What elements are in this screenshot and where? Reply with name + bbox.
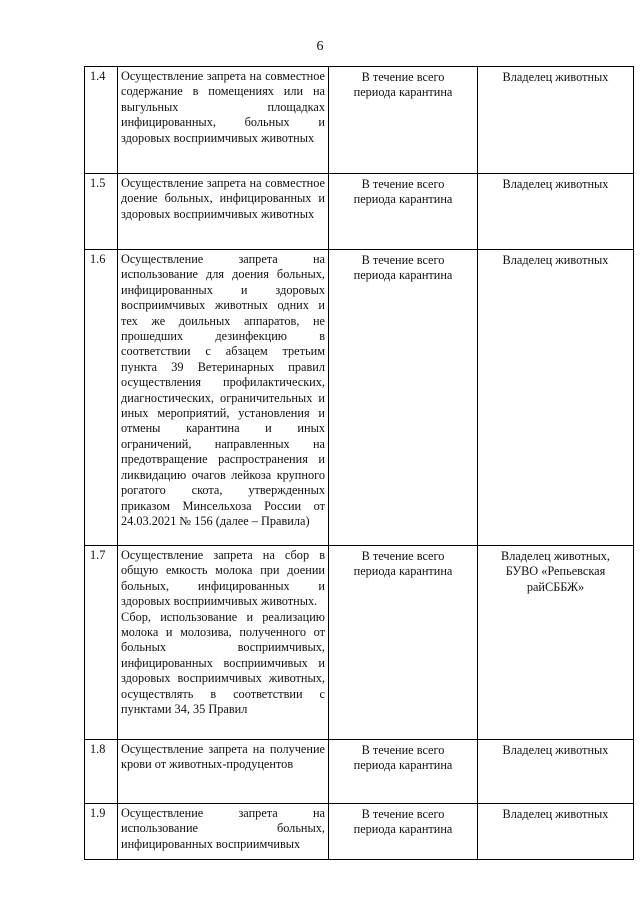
table-row [85,174,634,250]
measure-responsible: Владелец животных [478,174,634,250]
measures-table [84,66,634,860]
table-row [85,740,634,804]
measure-period: В течение всего периода карантина [329,67,478,174]
measure-description-text: Осуществление запрета на получение крови от животных-продуцентов [121,742,325,772]
measure-responsible: Владелец животных [478,804,634,860]
measure-description-text: Осуществление запрета на использование для доения больных, инфицированных и здоровых восприимчивых животных одних и тех же доильных аппаратов, не прошедших дезинфекцию в соответствии с абзацем третьим пункта 39 Ветеринарных правил осуществления профилактических, диагностических, ограничительных и иных мероприятий, установления и отмены карантина и иных ограничений, направленных на предотвращение распространения и ликвидацию очагов лейкоза крупного рогатого скота, утвержденных приказом Минсельхоза России от 24.03.2021 № 156 (далее – Правила) [121,252,325,528]
measure-period: В течение всего периода карантина [329,740,478,804]
page-number: 6 [316,39,324,54]
row-number: 1.7 [85,546,118,740]
measure-period: В течение всего периода карантина [329,250,478,546]
measure-responsible: Владелец животных [478,67,634,174]
measure-period: В течение всего периода карантина [329,174,478,250]
row-number: 1.8 [85,740,118,804]
measure-description-text: Осуществление запрета на совместное содержание в помещениях или на выгульных площадках инфицированных, больных и здоровых восприимчивых животных [121,69,325,145]
table-row [85,250,634,546]
measure-description [118,804,329,860]
measure-description [118,740,329,804]
row-number: 1.6 [85,250,118,546]
measure-description-text: Осуществление запрета на совместное доение больных, инфицированных и здоровых восприимчивых животных [121,176,325,221]
measure-description [118,67,329,174]
measure-responsible: Владелец животных [478,250,634,546]
measure-responsible: Владелец животных, БУВО «Репьевская райСББЖ» [478,546,634,740]
measure-period: В течение всего периода карантина [329,804,478,860]
measure-description [118,174,329,250]
table-row [85,804,634,860]
row-number: 1.4 [85,67,118,174]
measure-period: В течение всего периода карантина [329,546,478,740]
measure-description [118,250,329,546]
measure-responsible: Владелец животных [478,740,634,804]
measure-description [118,546,329,740]
table-row [85,67,634,174]
measure-description-text: Осуществление запрета на использование больных, инфицированных восприимчивых [121,806,325,851]
row-number: 1.9 [85,804,118,860]
table-row [85,546,634,740]
measure-description-text: Осуществление запрета на сбор в общую емкость молока при доении больных, инфицированных и здоровых восприимчивых животных. Сбор, использование и реализацию молока и молозива, полученного от больных восприимчивых, инфицированных восприимчивых и здоровых восприимчивых животных, осуществлять в соответствии с пунктами 34, 35 Правил [121,548,325,717]
row-number: 1.5 [85,174,118,250]
